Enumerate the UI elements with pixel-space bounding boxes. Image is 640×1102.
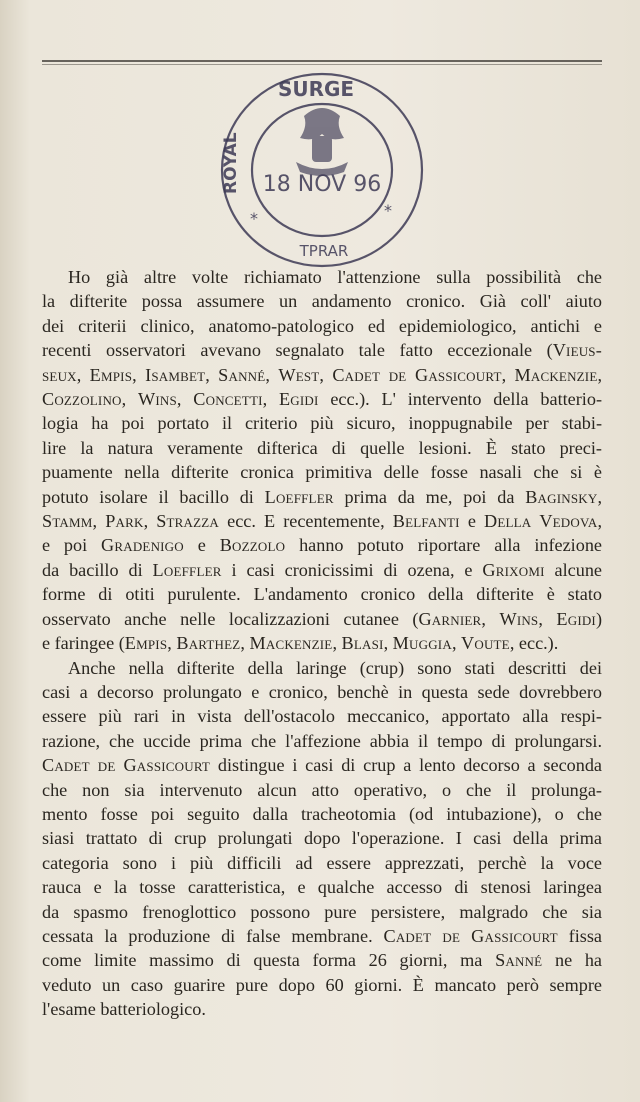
text-line: e faringee (Empis, Barthez, Mackenzie, Blasi, Muggia, Voute, ecc.). bbox=[42, 633, 559, 654]
top-rule bbox=[42, 60, 602, 62]
text-line: Stamm, Park, Strazza ecc. E recentemente, Belfanti e Della Vedova, bbox=[42, 511, 603, 532]
stamp-left-text: ROYAL bbox=[221, 132, 241, 194]
stamp-star-right: * bbox=[384, 201, 392, 220]
text-line: Ho già altre volte richiamato l'attenzione sulla possibilità che bbox=[68, 267, 602, 287]
text-line: forme di otiti purulente. L'andamento cronico della difterite è stato bbox=[42, 584, 602, 605]
text-line: da bacillo di Loeffler i casi cronicissimi di ozena, e Grixomi alcune bbox=[42, 559, 602, 580]
stamp-bottom-text: TPRAR bbox=[299, 242, 349, 260]
text-line: recenti osservatori avevano segnalato tale fatto eccezionale (Vieus- bbox=[42, 340, 602, 361]
text-line: e poi Gradenigo e Bozzolo hanno potuto riportare alla infezione bbox=[42, 535, 602, 556]
text-line: Cozzolino, Wins, Concetti, Egidi ecc.). L' intervento della batterio- bbox=[42, 389, 603, 410]
library-stamp bbox=[212, 66, 432, 276]
text-line: Anche nella difterite della laringe (crup) sono stati descritti dei bbox=[68, 657, 602, 678]
stamp-date: 18 NOV 96 bbox=[262, 172, 382, 197]
text-line: potuto isolare il bacillo di Loeffler prima da me, poi da Baginsky, bbox=[42, 486, 602, 507]
text-line: categoria sono i più difficili ad essere apprezzati, perchè la voce bbox=[42, 852, 602, 873]
text-line: razione, che uccide prima che l'affezione abbia il tempo di prolungarsi. bbox=[42, 730, 602, 751]
text-line: dei criterii clinico, anatomo-patologico ed epidemiologico, antichi e bbox=[42, 315, 602, 336]
text-line: osservato anche nelle localizzazioni cutanee (Garnier, Wins, Egidi) bbox=[42, 608, 603, 629]
text-line: Cadet de Gassicourt distingue i casi di crup a lento decorso a seconda bbox=[42, 755, 602, 776]
text-line: rauca e la tosse caratteristica, e qualche accesso di stenosi laringea bbox=[42, 877, 602, 898]
stamp-crest-emblem bbox=[296, 108, 348, 176]
text-line: che non sia intervenuto alcun atto operativo, o che il prolunga- bbox=[42, 779, 602, 800]
text-line: da spasmo frenoglottico possono pure persistere, malgrado che sia bbox=[42, 901, 602, 922]
text-line: l'esame batteriologico. bbox=[42, 999, 206, 1020]
text-line: cessata la produzione di false membrane. Cadet de Gassicourt fissa bbox=[42, 925, 602, 946]
text-line: come limite massimo di questa forma 26 giorni, ma Sanné ne ha bbox=[42, 950, 602, 971]
text-line: mento fosse poi seguito dalla tracheotomia (od intubazione), o che bbox=[42, 803, 602, 824]
text-line: siasi trattato di crup prolungati dopo l'operazione. I casi della prima bbox=[42, 828, 602, 849]
text-line: la difterite possa assumere un andamento cronico. Già coll' aiuto bbox=[42, 291, 602, 312]
stamp-star-left: * bbox=[250, 209, 258, 228]
text-line: casi a decorso prolungato e cronico, benchè in questa sede dovrebbero bbox=[42, 681, 602, 702]
text-line: puamente nella difterite cronica primitiva delle fosse nasali che si è bbox=[42, 462, 602, 483]
text-line: essere più rari in vista dell'ostacolo meccanico, apportato alla respi- bbox=[42, 706, 602, 727]
text-line: logia ha poi portato il criterio più sicuro, inoppugnabile per stabi- bbox=[42, 413, 602, 434]
text-line: veduto un caso guarire pure dopo 60 giorni. È mancato però sempre bbox=[42, 974, 602, 995]
text-line: lire la natura veramente difterica di quelle lesioni. È stato preci- bbox=[42, 437, 602, 458]
top-rule-thin bbox=[42, 64, 602, 65]
article-body bbox=[42, 265, 602, 1022]
text-line: seux, Empis, Isambet, Sanné, West, Cadet de Gassicourt, Mackenzie, bbox=[42, 364, 603, 385]
stamp-top-text: SURGE bbox=[277, 77, 355, 101]
